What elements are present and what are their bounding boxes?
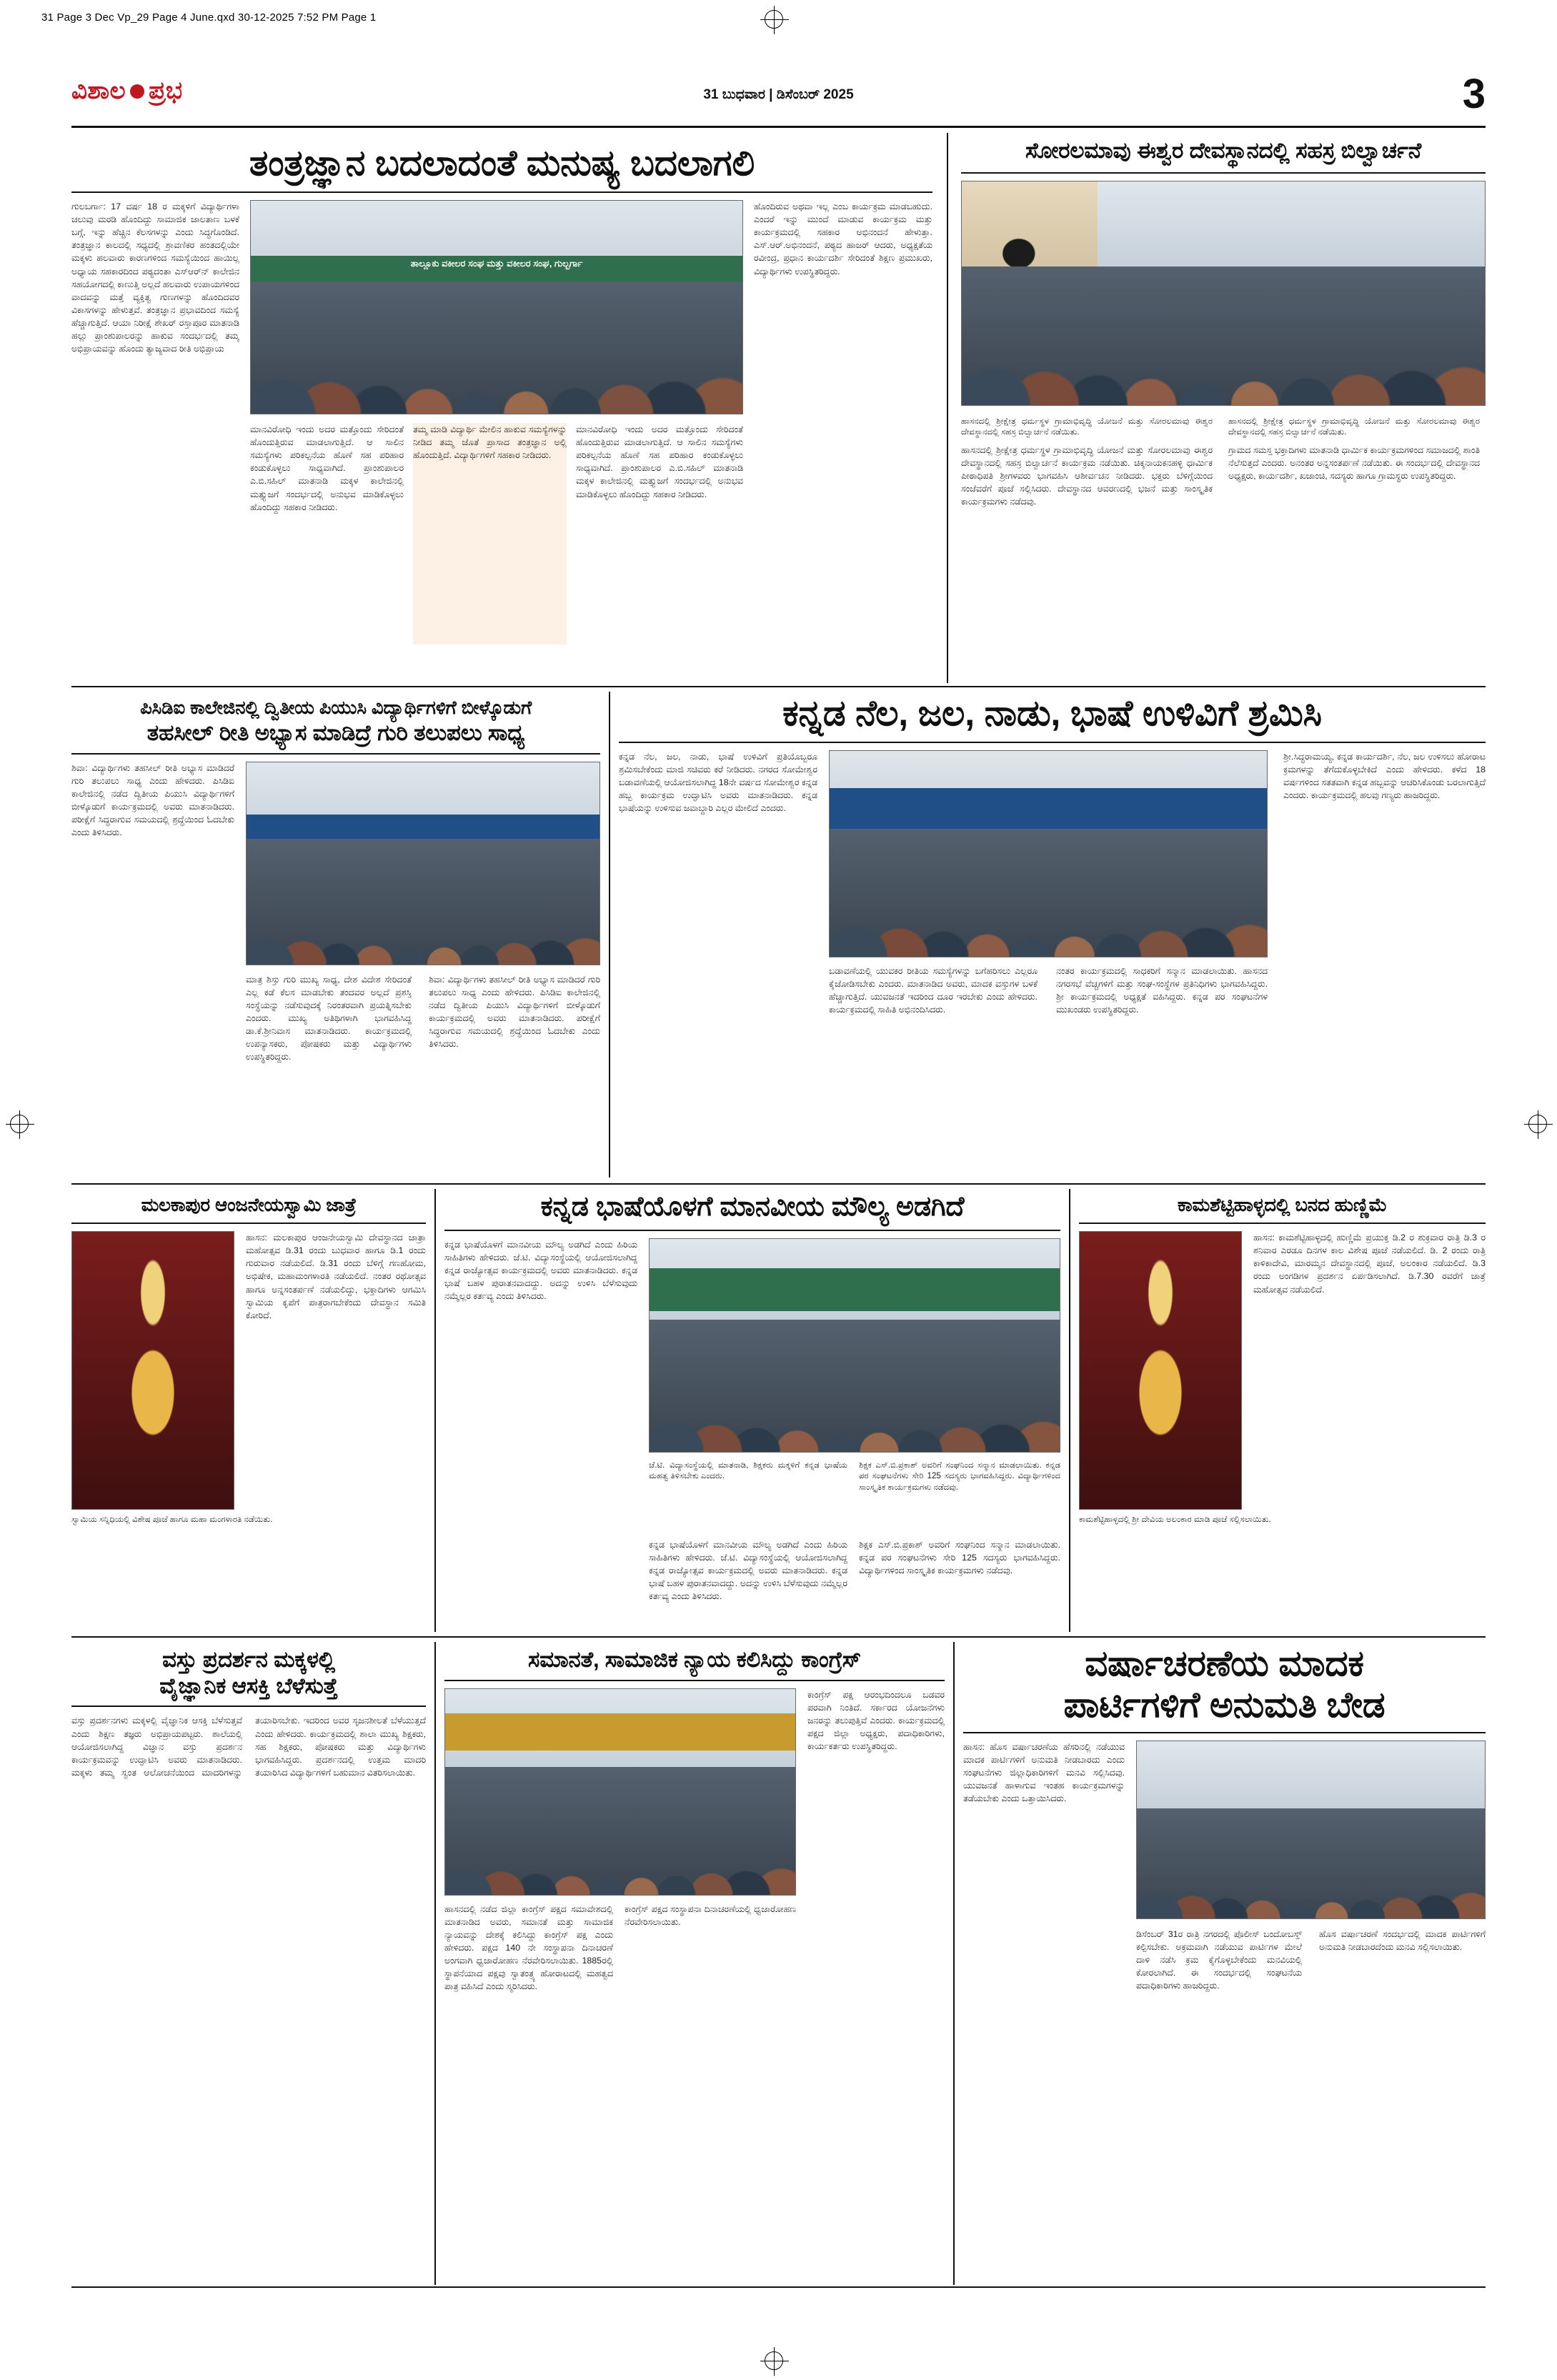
registration-mark-top — [765, 10, 783, 29]
article-2-body-left: ಹಾಸನದಲ್ಲಿ ಶ್ರೀಕ್ಷೇತ್ರ ಧರ್ಮಸ್ಥಳ ಗ್ರಾಮಾಭಿವೃದ್ಧಿ ಯೋಜನೆ ಮತ್ತು ಸೋರಲಮಾವು ಈಶ್ವರ ದೇವಸ್ಥಾನದಲ್ಲಿ ಸಹಸ್ರ ಬಿಲ್ವಾರ್ಚನೆ ಕಾರ್ಯಕ್ರಮ ನಡೆಯಿತು. ಚಿಕ್ಕನಾಯಕನಹಳ್ಳಿ ಧಾರ್ಮಿಕ ಪೀಠಾಧಿಪತಿ ಶ್ರೀಗಳವರು ಭಾಗವಹಿಸಿ ಆಶೀರ್ವಚನ ನೀಡಿದರು. ಭಕ್ತರು ಬೆಳಿಗ್ಗೆಯಿಂದ ಸಂಜೆವರೆಗೆ ಪೂಜೆ ಸಲ್ಲಿಸಿದರು. ದೇವಸ್ಥಾನದ ಆವರಣದಲ್ಲಿ ಭಜನೆ ಮತ್ತು ಸಾಂಸ್ಕೃತಿಕ ಕಾರ್ಯಕ್ರಮಗಳು ನಡೆದವು. — [961, 445, 1213, 507]
article-shiva-temple — [961, 136, 1486, 658]
registration-mark-bottom — [765, 2351, 783, 2370]
article-1-banner-text: ತಾಲ್ಲೂಕು ವಕೀಲರ ಸಂಘ ಮತ್ತು ವಕೀಲರ ಸಂಘ, ಗುಲ್ಬರ್ಗಾ — [410, 258, 583, 269]
article-10-photo — [1136, 1741, 1486, 1919]
column-divider-1 — [947, 133, 948, 683]
article-4-body-c4: ಶ್ರೀ.ಸಿದ್ಧರಾಮಯ್ಯ, ಕನ್ನಡ ಕಾರ್ಯದರ್ಶಿ, ನೆಲ, ಜಲ ಉಳಿಸಲು ಹೋರಾಟ ಕ್ರಮಗಳನ್ನು ತೆಗೆದುಕೊಳ್ಳಬೇಕಿದೆ ಎಂದು ಹೇಳಿದರು. ಕಳೆದ 18 ವರ್ಷಗಳಿಂದ ಸತತವಾಗಿ ಕನ್ನಡ ಹಬ್ಬವನ್ನು ಆಚರಿಸಿಕೊಂಡು ಬರಲಾಗುತ್ತಿದೆ ಎಂದರು. ಕಾರ್ಯಕ್ರಮದಲ್ಲಿ ಹಲವು ಗಣ್ಯರು ಹಾಜರಿದ್ದರು. — [1283, 752, 1486, 801]
article-2-photo — [961, 181, 1486, 406]
headline-article-9: ಸಮಾನತೆ, ಸಾಮಾಜಿಕ ನ್ಯಾಯ ಕಲಿಸಿದ್ದು ಕಾಂಗ್ರೆಸ್ — [527, 1647, 862, 1672]
article-2-body-right: ಗ್ರಾಮದ ಸಮಸ್ತ ಭಕ್ತಾದಿಗಳು ಮಾತನಾಡಿ ಧಾರ್ಮಿಕ ಕಾರ್ಯಕ್ರಮಗಳಿಂದ ಸಮಾಜದಲ್ಲಿ ಶಾಂತಿ ನೆಲೆಸುತ್ತದೆ ಎಂದರು. ಅನಂತರ ಅನ್ನಸಂತರ್ಪಣೆ ನಡೆಯಿತು. ಈ ಸಂದರ್ಭದಲ್ಲಿ ದೇವಸ್ಥಾನದ ಅಧ್ಯಕ್ಷರು, ಕಾರ್ಯದರ್ಶಿ, ಖಜಾಂಚಿ, ಸದಸ್ಯರು ಹಾಗೂ ಗ್ರಾಮಸ್ಥರು ಉಪಸ್ಥಿತರಿದ್ದರು. — [1228, 445, 1480, 482]
page-number: 3 — [1462, 71, 1486, 117]
column-divider-6 — [953, 1642, 955, 2285]
article-6-body-mid: ಕನ್ನಡ ಭಾಷೆಯೊಳಗೆ ಮಾನವೀಯ ಮೌಲ್ಯ ಅಡಗಿದೆ ಎಂದು ಹಿರಿಯ ಸಾಹಿತಿಗಳು ಹೇಳಿದರು. ಜೆ.ಟಿ. ವಿದ್ಯಾಸಂಸ್ಥೆಯಲ್ಲಿ ಆಯೋಜಿಸಲಾಗಿದ್ದ ಕನ್ನಡ ರಾಜ್ಯೋತ್ಸವ ಕಾರ್ಯಕ್ರಮದಲ್ಲಿ ಅವರು ಮಾತನಾಡಿದರು. ಕನ್ನಡ ಭಾಷೆ ಬಹಳ ಪುರಾತನವಾದದ್ದು. ಅದನ್ನು ಉಳಿಸಿ ಬೆಳೆಸುವುದು ನಮ್ಮೆಲ್ಲರ ಕರ್ತವ್ಯ ಎಂದು ತಿಳಿಸಿದರು. — [649, 1539, 847, 1601]
article-9-body-right: ಕಾಂಗ್ರೆಸ್ ಪಕ್ಷ ಆರಂಭದಿಂದಲೂ ಬಡವರ ಪರವಾಗಿ ನಿಂತಿದೆ. ಸರ್ಕಾರದ ಯೋಜನೆಗಳು ಜನರನ್ನು ತಲುಪುತ್ತಿವೆ ಎಂದರು. ಕಾರ್ಯಕ್ರಮದಲ್ಲಿ ಪಕ್ಷದ ಜಿಲ್ಲಾ ಅಧ್ಯಕ್ಷರು, ಪದಾಧಿಕಾರಿಗಳು, ಕಾರ್ಯಕರ್ತರು ಉಪಸ್ಥಿತರಿದ್ದರು. — [807, 1689, 945, 1752]
article-1-body-left: ಗುಲಬ‌ರ್ಗಾ: 17 ವರ್ಷ 18 ರ ಮಕ್ಕಳಿಗೆ ವಿದ್ಯಾರ್ಥಿಗಳಾ ಚಲುವು ಮರಡಿ ಹೊಂದಿದ್ದು ಸಾಮಾಜಿಕ ಜಾಲತಾಣ ಬಳಕೆ ಬಗ್ಗೆ, ಇನ್ನು ಹೆಚ್ಚಿನ ಕೆಲಸಗಳನ್ನು ಎಂದು ಸಿದ್ಧಗೊಂಡಿದೆ. ತಂತ್ರಜ್ಞಾನ ಕಾಲದಲ್ಲಿ ಸಧ್ಯದಲ್ಲಿ ಶ್ರಾವಣಿಕರ ಹಂತದಲ್ಲಿಯೇ ಮಕ್ಕಳು ಹಲವಾರು ಕಾರಣಗಳಿಂದ ಸಮಸ್ಯೆಯಿಂದ ಹಾಯಿಲ್ಲ ಅಧ್ಯಾಯ ಸಹಕಾರದಿಂದ ಪಠ್ಯದಂತಾ ಎಸ್‌ಆರ್‌ನ್ ಕಾಲೇಜಿನ ಸಹಯೋಗದಲ್ಲಿ ಕಾಣುತ್ತಿ ಅಲ್ಲದೆ ಹಲವಾರು ಉಪಾಯಗಳಿಂದ ವಾದವನ್ನು ಮತ್ತೆ ವ್ಯಕ್ತಿತ್ವ ಗುಣಗಳನ್ನು ಹೊಂದಿದವರ ವಿಕಾಸಗಳನ್ನು ಹೇಳುತ್ತವೆ. ತಂತ್ರಜ್ಞಾನ ಪ್ರಭಾವದಿಂದ ಸಮಸ್ಯೆ ಹೆಚ್ಚಾಗುತ್ತಿದೆ. ಆಯಾ ನಿರೀಕ್ಷೆ ಶೇಖರ್‌ ರಸ್ತಾಪೂರ ಮಾತನಾಡಿ ಹಲ್ಲು ಪ್ರಾಂಶುಪಾಲರನ್ನು ಹಾಕುವ ಸಂದರ್ಭದಲ್ಲಿ ತಮ್ಮ ಅಭಿಪ್ರಾಯವನ್ನು ಹೊಂದು ತ್ಯಾಜ್ಯವಾದ ರೀತಿ ಅಭಿಪ್ರಾಯ — [71, 201, 239, 354]
headline-article-10-line2: ಪಾರ್ಟಿಗಳಿಗೆ ಅನುಮತಿ ಬೇಡ — [1063, 1685, 1386, 1725]
section-rule-4 — [71, 2286, 1486, 2288]
article-1-photo — [250, 200, 743, 414]
article-8-body: ವಸ್ತು ಪ್ರದರ್ಶನಗಳು ಮಕ್ಕಳಲ್ಲಿ ವೈಜ್ಞಾನಿಕ ಆಸಕ್ತಿ ಬೆಳೆಸುತ್ತವೆ ಎಂದು ಶಿಕ್ಷಣ ತಜ್ಞರು ಅಭಿಪ್ರಾಯಪಟ್ಟರು. ಶಾಲೆಯಲ್ಲಿ ಆಯೋಜಿಸಲಾಗಿದ್ದ ವಿಜ್ಞಾನ ವಸ್ತು ಪ್ರದರ್ಶನ ಕಾರ್ಯಕ್ರಮವನ್ನು ಉದ್ಘಾಟಿಸಿ ಅವರು ಮಾತನಾಡಿದರು. ಮಕ್ಕಳು ತಮ್ಮ ಸ್ವಂತ ಆಲೋಚನೆಯಿಂದ ಮಾದರಿಗಳನ್ನು ತಯಾರಿಸಬೇಕು. ಇದರಿಂದ ಅವರ ಸೃಜನಶೀಲತೆ ಬೆಳೆಯುತ್ತದೆ ಎಂದು ಹೇಳಿದರು. ಕಾರ್ಯಕ್ರಮದಲ್ಲಿ ಶಾಲಾ ಮುಖ್ಯ ಶಿಕ್ಷಕರು, ಸಹ ಶಿಕ್ಷಕರು, ಪೋಷಕರು ಮತ್ತು ವಿದ್ಯಾರ್ಥಿಗಳು ಭಾಗವಹಿಸಿದ್ದರು. ಪ್ರದರ್ಶನದಲ್ಲಿ ಉತ್ತಮ ಮಾದರಿ ತಯಾರಿಸಿದ ವಿದ್ಯಾರ್ಥಿಗಳಿಗೆ ಬಹುಮಾನ ವಿತರಿಸಲಾಯಿತು. — [71, 1716, 426, 1778]
article-kannada-values — [444, 1189, 1060, 1667]
article-pu-farewell — [71, 692, 600, 1219]
article-6-photo — [649, 1238, 1060, 1453]
masthead-logo[interactable] — [71, 77, 183, 105]
article-science-exhibition — [71, 1642, 426, 2343]
article-1-body-right: ಹೊಂದಿರುವ ಅಥವಾ ಇಲ್ಲ ಎಂಬ ಕಾರ್ಯಕ್ರಮ ಮಾಡಬಹುದು. ಎಂದರೆ ಇನ್ನು ಮುಂದೆ ಮಾಡುವ ಕಾರ್ಯಕ್ರಮ ಮತ್ತು ಕಾರ್ಯಕ್ರಮದಲ್ಲಿ ಸಹಕಾರ ಅಭಿನಂದನೆ ಹೇಳುತ್ತಾ. ಎಸ್.ಆರ್.ಅಭಿನಂದನೆ, ಪಠ್ಯದ ಹಾಜರ್ ಆದರು, ಅಧ್ಯಕ್ಷತೆಯ ರವೀಂದ್ರ, ಪ್ರಧಾನ ಕಾರ್ಯದರ್ಶಿ ಸೇರಿದಂತೆ ಶಿಕ್ಷಣ ಪ್ರಮುಖರು, ವಿದ್ಯಾರ್ಥಿಗಳು ಉಪಸ್ಥಿತರಿದ್ದರು. — [754, 201, 932, 277]
article-7-body: ಹಾಸನ: ಕಾಮಶೆಟ್ಟಿಹಾಳ್ಳದಲ್ಲಿ ಹುಣ್ಣಿಮೆ ಪ್ರಯುಕ್ತ ಡಿ.2 ರ ಶುಕ್ರವಾರ ರಾತ್ರಿ ಡಿ.3 ರ ಶನಿವಾರ ಎರಡೂ ದಿನಗಳ ಕಾಲ ವಿಶೇಷ ಪೂಜೆ ನಡೆಯಲಿದೆ. ಡಿ. 2 ರಂದು ರಾತ್ರಿ ಕಾಳಿಕಾದೇವಿ, ಮಾರಮ್ಮನ ದೇವಸ್ಥಾನದಲ್ಲಿ ಪೂಜೆ, ಅಲಂಕಾರ ನಡೆಯಲಿದೆ. ಡಿ.3 ರಂದು ಅಂಗಡಿಗಳ ಪ್ರದರ್ಶನ ಏರ್ಪಡಿಸಲಾಗಿದೆ. ಡಿ.7.30 ರವರೆಗೆ ಜಾತ್ರೆ ಮಹೋತ್ಸವ ನಡೆಯಲಿದೆ. — [1253, 1233, 1486, 1295]
article-drug-party — [963, 1642, 1486, 2355]
article-1-body-mid: ಮಾನವಿರೋಧಿ ಇಂದು ಅದರ ಮತ್ತೊಂದು ಸೇರಿದಂತೆ ಹೊಂದುತ್ತಿರುವ ಮಾಡಲಾಗುತ್ತಿದೆ. ಆ ಸಾಲಿನ ಸಮಸ್ಯೆಗಳು ಪರಿಕಲ್ಪನೆಯ ಹೊಣೆ ಸಹ ಪರಿಹಾರ ಕಂಡುಕೊಳ್ಳಲು ಸಾಧ್ಯವಾಗಿದೆ. ಪ್ರಾಂಶುಪಾಲರ ಎ.ಬಿ.ಸಹಿಲ್ ಮಾತನಾಡಿ ಮಕ್ಕಳ ಕಾಲೇಜಿನಲ್ಲಿ ಮತ್ತ್ಯುಜಗೆ ಸಂದರ್ಭದಲ್ಲಿ ಅನುಭವ ಮಾಡಿಕೊಳ್ಳಲು ಹೊಂದಿದ್ದು ಸಹಕಾರ ನೀಡಿದರು. — [250, 424, 404, 512]
article-tech-change — [71, 136, 932, 647]
article-9-body-mid: ಕಾಂಗ್ರೆಸ್ ಪಕ್ಷದ ಸಂಸ್ಥಾಪನಾ ದಿನಾಚರಣೆಯಲ್ಲಿ ಧ್ವಜಾರೋಹಣ ನೆರವೇರಿಸಲಾಯಿತು. — [625, 1903, 796, 1927]
registration-mark-right — [1528, 1115, 1547, 1133]
article-7-caption: ಕಾಮಶೆಟ್ಟಿಹಾಳ್ಳದಲ್ಲಿ ಶ್ರೀ ದೇವಿಯ ಅಲಂಕಾರ ಮಾಡಿ ಪೂಜೆ ಸಲ್ಲಿಸಲಾಯಿತು. — [1079, 1515, 1271, 1525]
article-10-body-right: ಹೊಸ ವರ್ಷಾಚರಣೆ ಸಂದರ್ಭದಲ್ಲಿ ಮಾದಕ ಪಾರ್ಟಿಗಳಿಗೆ ಅನುಮತಿ ನೀಡಬಾರದೆಂದು ಮನವಿ ಸಲ್ಲಿಸಲಾಯಿತು. — [1319, 1929, 1486, 1953]
column-divider-4 — [1069, 1189, 1070, 1632]
section-rule-1 — [71, 686, 1486, 687]
article-9-photo — [444, 1688, 796, 1896]
article-4-body-c1: ಕನ್ನಡ ನೆಲ, ಜಲ, ನಾಡು, ಭಾಷೆ ಉಳಿವಿಗೆ ಪ್ರತಿಯೊಬ್ಬರೂ ಶ್ರಮಿಸಬೇಕೆಂದು ಮಾಜಿ ಸಚಿವರು ಕರೆ ನೀಡಿದರು. ನಗರದ ಸೋಮೇಶ್ವರ ಬಡಾವಣೆಯಲ್ಲಿ ಆಯೋಜಿಸಲಾಗಿದ್ದ 18ನೇ ವರ್ಷದ ಸೋಮೇಶ್ವರ ಕನ್ನಡ ಹಬ್ಬ ಕಾರ್ಯಕ್ರಮ ಉದ್ಘಾಟಿಸಿ ಅವರು ಮಾತನಾಡಿದರು. ಕನ್ನಡ ಭಾಷೆಯನ್ನು ಉಳಿಸುವ ಜವಾಬ್ದಾರಿ ಎಲ್ಲರ ಮೇಲಿದೆ ಎಂದರು. — [619, 752, 817, 814]
print-slug: 31 Page 3 Dec Vp_29 Page 4 June.qxd 30-12-2025 7:52 PM Page 1 — [41, 11, 377, 24]
article-3-body-mid: ಮಾತ್ರ ಶಿಸ್ತು ಗುರಿ ಮುಖ್ಯ ಸಾಧ್ಯ, ದೇಶ ವಿದೇಶ ಸೇರಿದಂತೆ ಎಲ್ಲ ಕಡೆ ಕೆಲಸ ಮಾಡಬೇಕು ತಂದವರ ಅಲ್ಲದೆ ಪ್ರಶಸ್ತಿ ಸಂಸ್ಥೆಯನ್ನು ನಡೆಸುವುದಕ್ಕೆ ನಿರಂತರವಾಗಿ ಪ್ರಯತ್ನಿಸಬೇಕು ಎಂದರು. ಮುಖ್ಯ ಅತಿಥಿಗಳಾಗಿ ಭಾಗವಹಿಸಿದ್ದ ಡಾ.ಕೆ.ಶ್ರೀನಿವಾಸ ಮಾತನಾಡಿದರು. ಕಾರ್ಯಕ್ರಮದಲ್ಲಿ ಉಪನ್ಯಾಸಕರು, ಪೋಷಕರು ಮತ್ತು ವಿದ್ಯಾರ್ಥಿಗಳು ಉಪಸ್ಥಿತರಿದ್ದರು. — [246, 974, 412, 1062]
article-1-body-mid3: ತಮ್ಮ ಮಾಡಿ ವಿದ್ಯಾರ್ಥಿ ಮೇಲಿನ ಹಾಕುವ ಸಮಸ್ಯೆಗಳನ್ನು ನೀಡಿದ ತಮ್ಮ ಜೊತೆ ಪ್ರಾಸಾದ ತಂತ್ರಜ್ಞಾನ ಅಲ್ಲಿ ಹೊಂದುತ್ತಿದೆ. ವಿದ್ಯಾರ್ಥಿಗಳಿಗೆ ಸಹಕಾರ ನೀಡಿದರು. — [413, 423, 567, 644]
masthead-logo-left: ವಿಶಾಲ — [71, 77, 126, 104]
column-divider-5 — [434, 1642, 436, 2285]
headline-article-7: ಕಾಮಶೆಟ್ಟಿಹಾಳ್ಳದಲ್ಲಿ ಬನದ ಹುಣ್ಣಿಮೆ — [1177, 1194, 1388, 1215]
article-9-body-left: ಹಾಸನದಲ್ಲಿ ನಡೆದ ಜಿಲ್ಲಾ ಕಾಂಗ್ರೆಸ್ ಪಕ್ಷದ ಸಮಾವೇಶದಲ್ಲಿ ಮಾತನಾಡಿದ ಅವರು, ಸಮಾನತೆ ಮತ್ತು ಸಾಮಾಜಿಕ ನ್ಯಾಯವನ್ನು ದೇಶಕ್ಕೆ ಕಲಿಸಿದ್ದು ಕಾಂಗ್ರೆಸ್ ಪಕ್ಷ ಎಂದು ಹೇಳಿದರು. ಪಕ್ಷದ 140 ನೇ ಸಂಸ್ಥಾಪನಾ ದಿನಾಚರಣೆ ಅಂಗವಾಗಿ ಧ್ವಜಾರೋಹಣ ನೆರವೇರಿಸಲಾಯಿತು. 1885ರಲ್ಲಿ ಸ್ಥಾಪನೆಯಾದ ಪಕ್ಷವು ಸ್ವಾತಂತ್ರ್ಯ ಹೋರಾಟದಲ್ಲಿ ಮಹತ್ವದ ಪಾತ್ರ ವಹಿಸಿದೆ ಎಂದು ಸ್ಮರಿಸಿದರು. — [444, 1903, 613, 1992]
article-6-body-left: ಕನ್ನಡ ಭಾಷೆಯೊಳಗೆ ಮಾನವೀಯ ಮೌಲ್ಯ ಅಡಗಿದೆ ಎಂದು ಹಿರಿಯ ಸಾಹಿತಿಗಳು ಹೇಳಿದರು. ಜೆ.ಟಿ. ವಿದ್ಯಾಸಂಸ್ಥೆಯಲ್ಲಿ ಆಯೋಜಿಸಲಾಗಿದ್ದ ಕನ್ನಡ ರಾಜ್ಯೋತ್ಸವ ಕಾರ್ಯಕ್ರಮದಲ್ಲಿ ಅವರು ಮಾತನಾಡಿದರು. ಕನ್ನಡ ಭಾಷೆ ಬಹಳ ಪುರಾತನವಾದದ್ದು. ಅದನ್ನು ಉಳಿಸಿ ಬೆಳೆಸುವುದು ನಮ್ಮೆಲ್ಲರ ಕರ್ತವ್ಯ ಎಂದು ತಿಳಿಸಿದರು. — [444, 1239, 637, 1301]
headline-article-8-line2: ವೈಜ್ಞಾನಿಕ ಆಸಕ್ತಿ ಬೆಳೆಸುತ್ತೆ — [159, 1673, 338, 1698]
article-4-body-c3: ನಂತರ ಕಾರ್ಯಕ್ರಮದಲ್ಲಿ ಸಾಧಕರಿಗೆ ಸನ್ಮಾನ ಮಾಡಲಾಯಿತು. ಹಾಸನದ ನಗರಸಭೆ ವೆಚ್ಚಗಳಿಗೆ ಮತ್ತು ಸಂಘ-ಸಂಸ್ಥೆಗಳ ಪ್ರತಿನಿಧಿಗಳು ಭಾಗವಹಿಸಿದ್ದರು. ಶ್ರೀ ಕಾರ್ಯಕ್ರಮದಲ್ಲಿ ಅಧ್ಯಕ್ಷತೆ ವಹಿಸಿದ್ದರು. ಕನ್ನಡ ಪರ ಸಂಘಟನೆಗಳ ಮುಖಂಡರು ಉಪಸ್ಥಿತರಿದ್ದರು. — [1056, 966, 1268, 1015]
article-10-body-mid: ಡಿಸೆಂಬರ್ 31ರ ರಾತ್ರಿ ನಗರದಲ್ಲಿ ಪೊಲೀಸ್ ಬಂದೋಬಸ್ತ್ ಕಲ್ಪಿಸಬೇಕು. ಅಕ್ರಮವಾಗಿ ನಡೆಯುವ ಪಾರ್ಟಿಗಳ ಮೇಲೆ ದಾಳಿ ನಡೆಸಿ ಕ್ರಮ ಕೈಗೊಳ್ಳಬೇಕೆಂದು ಮನವಿಯಲ್ಲಿ ಕೋರಲಾಗಿದೆ. ಈ ಸಂದರ್ಭದಲ್ಲಿ ಸಂಘಟನೆಯ ಪದಾಧಿಕಾರಿಗಳು ಹಾಜರಿದ್ದರು. — [1136, 1929, 1302, 1991]
article-5-caption: ಸ್ವಾಮಿಯ ಸನ್ನಿಧಿಯಲ್ಲಿ ವಿಶೇಷ ಪೂಜೆ ಹಾಗೂ ಮಹಾ ಮಂಗಳಾರತಿ ನಡೆಯಿತು. — [71, 1515, 273, 1525]
masthead-date: 31 ಬುಧವಾರ | ಡಿಸೆಂಬರ್ 2025 — [703, 87, 854, 102]
article-7-photo — [1079, 1231, 1242, 1510]
headline-article-3-line1: ಪಿಸಿಡಿಐ ಕಾಲೇಜಿನಲ್ಲಿ ದ್ವಿತೀಯ ಪಿಯುಸಿ ವಿದ್ಯಾರ್ಥಿಗಳಿಗೆ ಬೀಳ್ಕೊಡುಗೆ — [140, 697, 532, 718]
article-1-body-mid2: ಮಾನವಿರೋಧಿ ಇಂದು ಅದರ ಮತ್ತೊಂದು ಸೇರಿದಂತೆ ಹೊಂದುತ್ತಿರುವ ಮಾಡಲಾಗುತ್ತಿದೆ. ಆ ಸಾಲಿನ ಸಮಸ್ಯೆಗಳು ಪರಿಕಲ್ಪನೆಯ ಹೊಣೆ ಸಹ ಪರಿಹಾರ ಕಂಡುಕೊಳ್ಳಲು ಸಾಧ್ಯವಾಗಿದೆ. ಪ್ರಾಂಶುಪಾಲರ ಎ.ಬಿ.ಸಹಿಲ್ ಮಾತನಾಡಿ ಮಕ್ಕಳ ಕಾಲೇಜಿನಲ್ಲಿ ಮತ್ತ್ಯುಜಗೆ ಸಂದರ್ಭದಲ್ಲಿ ಅನುಭವ ಮಾಡಿಕೊಳ್ಳಲು ಹೊಂದಿದ್ದು ಸಹಕಾರ ನೀಡಿದರು. — [576, 424, 743, 499]
article-5-body: ಹಾಸನ: ಮಲಕಾಪುರ ಆಂಜನೇಯಸ್ವಾಮಿ ದೇವಸ್ಥಾನದ ಜಾತ್ರಾ ಮಹೋತ್ಸವ ಡಿ.31 ರಂದು ಬುಧವಾರ ಹಾಗೂ ಡಿ.1 ರಂದು ಗುರುವಾರ ನಡೆಯಲಿದೆ. ಡಿ.31 ರಂದು ಬೆಳಿಗ್ಗೆ ಗಣಹೋಮ, ಅಭಿಷೇಕ, ಮಹಾಮಂಗಳಾರತಿ ನಡೆಯಲಿದೆ. ನಂತರ ರಥೋತ್ಸವ ಹಾಗೂ ಅನ್ನಸಂತರ್ಪಣೆ ನಡೆಯಲಿದ್ದು, ಭಕ್ತಾದಿಗಳು ಆಗಮಿಸಿ ಸ್ವಾಮಿಯ ಕೃಪೆಗೆ ಪಾತ್ರರಾಗಬೇಕೆಂದು ದೇವಸ್ಥಾನ ಸಮಿತಿ ಕೋರಿದೆ. — [246, 1233, 426, 1320]
headline-article-10-line1: ವರ್ಷಾಚರಣೆಯ ಮಾದಕ — [1085, 1643, 1364, 1683]
article-6-caption-2: ಶಿಕ್ಷಕ ಎಸ್.ಬಿ.ಪ್ರಕಾಶ್ ಅವರಿಗೆ ಸಂಘನಿಂದ ಸನ್ಮಾನ ಮಾಡಲಾಯಿತು. ಕನ್ನಡ ಪರ ಸಂಘಟನೆಗಳು ಸೇರಿ 125 ಸದಸ್ಯರು ಭಾಗವಹಿಸಿದ್ದರು. ವಿದ್ಯಾರ್ಥಿಗಳಿಂದ ಸಾಂಸ್ಕೃತಿಕ ಕಾರ್ಯಕ್ರಮಗಳು ನಡೆದವು. — [859, 1460, 1060, 1492]
article-2-caption: ಹಾಸನದಲ್ಲಿ ಶ್ರೀಕ್ಷೇತ್ರ ಧರ್ಮಸ್ಥಳ ಗ್ರಾಮಾಭಿವೃದ್ಧಿ ಯೋಜನೆ ಮತ್ತು ಸೋರಲಮಾವು ಈಶ್ವರ ದೇವಸ್ಥಾನದಲ್ಲಿ ಸಹಸ್ರ ಬಿಲ್ವಾರ್ಚನೆ ನಡೆಯಿತು. — [961, 416, 1213, 437]
article-3-body-left: ಶಿವಾ: ವಿದ್ಯಾರ್ಥಿಗಳು ತಹಸೀಲ್ ರೀತಿ ಅಭ್ಯಾಸ ಮಾಡಿದರೆ ಗುರಿ ತಲುಪಲು ಸಾಧ್ಯ ಎಂದು ಹೇಳಿದರು. ಪಿಸಿಡಿಐ ಕಾಲೇಜಿನಲ್ಲಿ ನಡೆದ ದ್ವಿತೀಯ ಪಿಯುಸಿ ವಿದ್ಯಾರ್ಥಿಗಳಿಗೆ ಬೀಳ್ಕೊಡುಗೆ ಕಾರ್ಯಕ್ರಮದಲ್ಲಿ ಅವರು ಮಾತನಾಡಿದರು. ಪರೀಕ್ಷೆಗೆ ಸಿದ್ಧರಾಗುವ ಸಮಯದಲ್ಲಿ ಶ್ರದ್ಧೆಯಿಂದ ಓದಬೇಕು ಎಂದು ತಿಳಿಸಿದರು. — [71, 762, 234, 838]
column-divider-2 — [609, 692, 610, 1177]
article-kannada-land — [619, 692, 1486, 1208]
article-6-body-right: ಶಿಕ್ಷಕ ಎಸ್.ಬಿ.ಪ್ರಕಾಶ್ ಅವರಿಗೆ ಸಂಘನಿಂದ ಸನ್ಮಾನ ಮಾಡಲಾಯಿತು. ಕನ್ನಡ ಪರ ಸಂಘಟನೆಗಳು ಸೇರಿ 125 ಸದಸ್ಯರು ಭಾಗವಹಿಸಿದ್ದರು. ವಿದ್ಯಾರ್ಥಿಗಳಿಂದ ಸಾಂಸ್ಕೃತಿಕ ಕಾರ್ಯಕ್ರಮಗಳು ನಡೆದವು. — [859, 1539, 1060, 1575]
article-banada-hunnime — [1079, 1189, 1486, 1525]
article-anjaneya-fair — [71, 1189, 426, 1525]
masthead-rule — [71, 126, 1486, 128]
section-rule-3 — [71, 1636, 1486, 1638]
headline-article-6: ಕನ್ನಡ ಭಾಷೆಯೊಳಗೆ ಮಾನವೀಯ ಮೌಲ್ಯ ಅಡಗಿದೆ — [540, 1192, 965, 1222]
headline-article-3-line2: ತಹಸೀಲ್ ರೀತಿ ಅಭ್ಯಾಸ ಮಾಡಿದ್ರೆ ಗುರಿ ತಲುಪಲು ಸಾಧ್ಯ — [146, 720, 525, 746]
headline-article-8-line1: ವಸ್ತು ಪ್ರದರ್ಶನ ಮಕ್ಕಳಲ್ಲಿ — [162, 1647, 335, 1672]
flame-icon — [130, 84, 144, 99]
article-3-body-right: ಶಿವಾ: ವಿದ್ಯಾರ್ಥಿಗಳು ತಹಸೀಲ್ ರೀತಿ ಅಭ್ಯಾಸ ಮಾಡಿದರೆ ಗುರಿ ತಲುಪಲು ಸಾಧ್ಯ ಎಂದು ಹೇಳಿದರು. ಪಿಸಿಡಿಐ ಕಾಲೇಜಿನಲ್ಲಿ ನಡೆದ ದ್ವಿತೀಯ ಪಿಯುಸಿ ವಿದ್ಯಾರ್ಥಿಗಳಿಗೆ ಬೀಳ್ಕೊಡುಗೆ ಕಾರ್ಯಕ್ರಮದಲ್ಲಿ ಅವರು ಮಾತನಾಡಿದರು. ಪರೀಕ್ಷೆಗೆ ಸಿದ್ಧರಾಗುವ ಸಮಯದಲ್ಲಿ ಶ್ರದ್ಧೆಯಿಂದ ಓದಬೇಕು ಎಂದು ತಿಳಿಸಿದರು. — [429, 974, 600, 1050]
headline-article-2: ಸೋರಲಮಾವು ಈಶ್ವರ ದೇವಸ್ಥಾನದಲ್ಲಿ ಸಹಸ್ರ ಬಿಲ್ವಾರ್ಚನೆ — [1025, 138, 1422, 163]
headline-article-5: ಮಲಕಾಪುರ ಆಂಜನೇಯಸ್ವಾಮಿ ಜಾತ್ರೆ — [141, 1194, 357, 1215]
article-4-body-c2: ಬಡಾವಣೆಯಲ್ಲಿ ಯುವಕರ ರೀತಿಯ ಸಮಸ್ಯೆಗಳನ್ನು ಬಗೆಹರಿಸಲು ಎಲ್ಲರೂ ಕೈಜೋಡಿಸಬೇಕು ಎಂದರು. ಮಾತನಾಡಿದ ಅವರು, ಮಾದಕ ವಸ್ತುಗಳ ಬಳಕೆ ಹೆಚ್ಚಾಗುತ್ತಿದೆ. ಯುವಜನತೆ ಇದರಿಂದ ದೂರ ಇರಬೇಕು ಎಂದು ಹೇಳಿದರು. ಕಾರ್ಯಕ್ರಮದಲ್ಲಿ ಸಾಹಿತಿ ಅಭಿನಂದಿಸಿದರು. — [829, 966, 1038, 1015]
section-rule-2 — [71, 1183, 1486, 1185]
headline-article-4: ಕನ್ನಡ ನೆಲ, ಜಲ, ನಾಡು, ಭಾಷೆ ಉಳಿವಿಗೆ ಶ್ರಮಿಸಿ — [782, 693, 1322, 733]
article-congress — [444, 1642, 945, 2317]
headline-article-1: ತಂತ್ರಜ್ಞಾನ ಬದಲಾದಂತೆ ಮನುಷ್ಯ ಬದಲಾಗಲಿ — [249, 143, 755, 183]
article-10-body-left: ಹಾಸನ: ಹೊಸ ವರ್ಷಾಚರಣೆಯ ಹೆಸರಿನಲ್ಲಿ ನಡೆಯುವ ಮಾದಕ ಪಾರ್ಟಿಗಳಿಗೆ ಅನುಮತಿ ನೀಡಬಾರದು ಎಂದು ಸಂಘಟನೆಗಳು ಜಿಲ್ಲಾಧಿಕಾರಿಗಳಿಗೆ ಮನವಿ ಸಲ್ಲಿಸಿದವು. ಯುವಜನತೆ ಹಾಳಾಗುವ ಇಂತಹ ಕಾರ್ಯಕ್ರಮಗಳನ್ನು ತಡೆಯಬೇಕು ಎಂದು ಒತ್ತಾಯಿಸಿದರು. — [963, 1742, 1125, 1804]
article-3-photo — [246, 762, 600, 965]
article-6-caption: ಜೆ.ಟಿ. ವಿದ್ಯಾಸಂಸ್ಥೆಯಲ್ಲಿ ಮಾತನಾಡಿ, ಶಿಕ್ಷಕರು ಮಕ್ಕಳಿಗೆ ಕನ್ನಡ ಭಾಷೆಯ ಮಹತ್ವ ತಿಳಿಸಬೇಕು ಎಂದರು. — [649, 1460, 847, 1481]
masthead-logo-right: ಪ್ರಭ — [149, 77, 183, 104]
article-4-photo — [829, 750, 1268, 957]
registration-mark-left — [10, 1115, 29, 1133]
masthead — [71, 71, 1486, 121]
article-2-caption-2: ಹಾಸನದಲ್ಲಿ ಶ್ರೀಕ್ಷೇತ್ರ ಧರ್ಮಸ್ಥಳ ಗ್ರಾಮಾಭಿವೃದ್ಧಿ ಯೋಜನೆ ಮತ್ತು ಸೋರಲಮಾವು ಈಶ್ವರ ದೇವಸ್ಥಾನದಲ್ಲಿ ಸಹಸ್ರ ಬಿಲ್ವಾರ್ಚನೆ ನಡೆಯಿತು. — [1228, 416, 1480, 437]
article-5-photo — [71, 1231, 234, 1510]
column-divider-3 — [434, 1189, 436, 1632]
